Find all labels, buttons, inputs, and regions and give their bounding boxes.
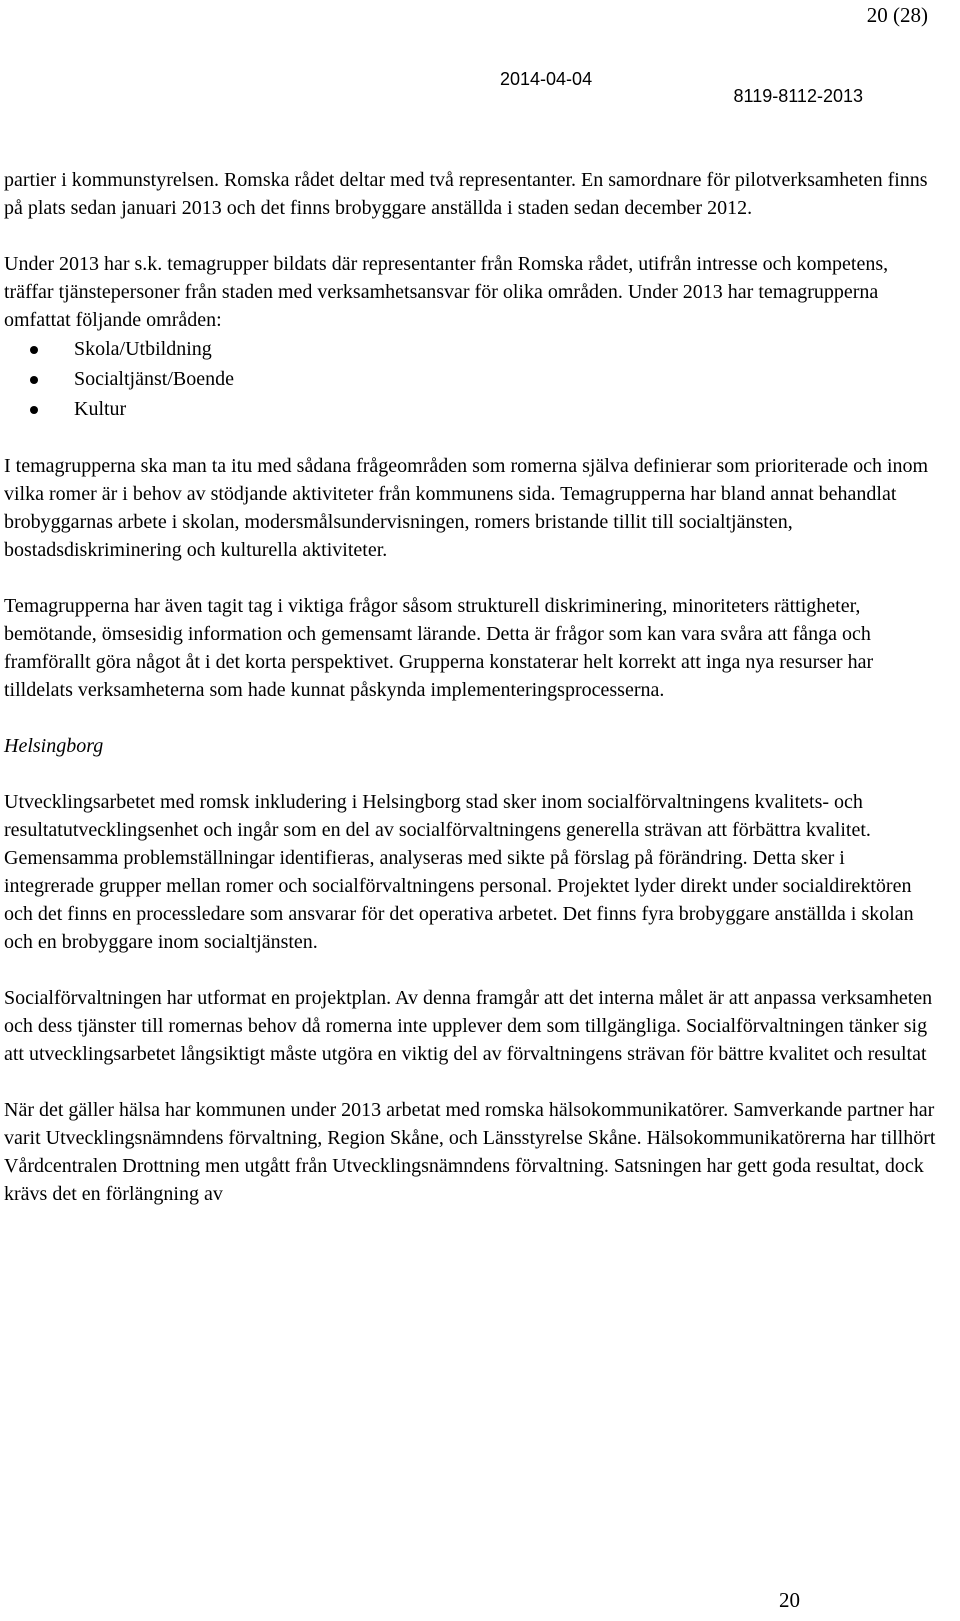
topic-list [4, 334, 939, 424]
paragraph-7: När det gäller hälsa har kommunen under 2013 arbetat med romska hälsokommunikatörer. Samverkande partner har varit Utvecklingsnämndens förvaltning, Region Skåne, och Länsstyrelse Skåne. Hälsokommunikatörerna har tillhört Vårdcentralen Drottning men utgått från Utvecklingsnämndens förvaltning. Satsningen har gett goda resultat, dock krävs det en förlängning av [4, 1099, 936, 1205]
page-number: 20 [779, 1588, 800, 1612]
document-body [4, 166, 939, 1236]
paragraph-1: partier i kommunstyrelsen. Romska rådet deltar med två representanter. En samordnare för pilotverksamheten finns på plats sedan januari 2013 och det finns brobyggare anställda i staden sedan december 2012. [4, 169, 928, 219]
paragraph-4: Temagrupperna har även tagit tag i viktiga frågor såsom strukturell diskriminering, minoriteters rättigheter, bemötande, ömsesidig information och gemensamt lärande. Detta är frågor som kan vara svåra att fånga och framförallt göra något åt i det korta perspektivet. Grupperna konstaterar helt korrekt att inga nya resurser har tilldelats verksamheterna som hade kunnat påskynda implementeringsprocesserna. [4, 595, 874, 701]
section-title: Helsingborg [4, 735, 104, 757]
paragraph-2: Under 2013 har s.k. temagrupper bildats där representanter från Romska rådet, utifrån intresse och kompetens, träffar tjänstepersoner från staden med verksamhetsansvar för olika områden. Under 2013 har temagrupperna omfattat följande områden: [4, 253, 889, 331]
list-item: Socialtjänst/Boende [4, 364, 939, 394]
document-reference: 8119-8112-2013 [733, 86, 863, 106]
list-item: Kultur [4, 394, 939, 424]
paragraph-6: Socialförvaltningen har utformat en projektplan. Av denna framgår att det interna målet är att anpassa verksamheten och dess tjänster till romernas behov då romerna inte upplever dem som tillgängliga. Socialförvaltningen tänker sig att utvecklingsarbetet långsiktigt måste utgöra en viktig del av förvaltningens strävan för bättre kvalitet och resultat [4, 987, 933, 1065]
page-indicator: 20 (28) [866, 3, 928, 27]
paragraph-5: Utvecklingsarbetet med romsk inkludering i Helsingborg stad sker inom socialförvaltningens kvalitets- och resultatutvecklingsenhet och ingår som en del av socialförvaltningens generella strävan att förbättra kvalitet. Gemensamma problemställningar identifieras, analyseras med sikte på förslag på förändring. Detta sker i integrerade grupper mellan romer och socialförvaltningens personal. Projektet lyder direkt under socialdirektören och det finns en processledare som ansvarar för det operativa arbetet. Det finns fyra brobyggare anställda i skolan och en brobyggare inom socialtjänsten. [4, 791, 914, 953]
list-item: Skola/Utbildning [4, 334, 939, 364]
paragraph-3: I temagrupperna ska man ta itu med sådana frågeområden som romerna själva definierar som prioriterade och inom vilka romer är i behov av stödjande aktiviteter från kommunens sida. Temagrupperna har bland annat behandlat brobyggarnas arbete i skolan, modersmålsundervisningen, romers bristande tillit till socialtjänsten, bostadsdiskriminering och kulturella aktiviteter. [4, 455, 929, 561]
document-date: 2014-04-04 [500, 69, 593, 89]
